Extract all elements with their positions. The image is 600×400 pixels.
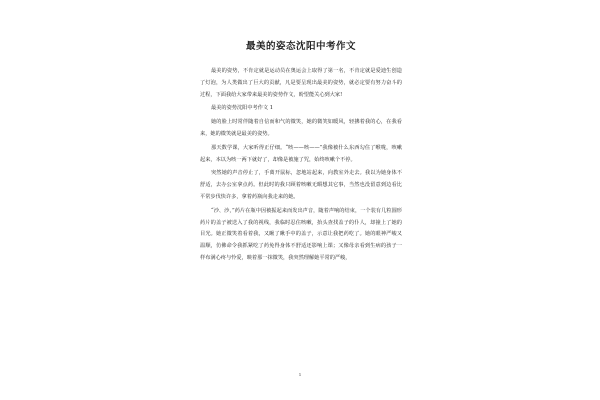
body-paragraph: 她的脸上时常伴随着自信而和气的微笑，她的微笑如暖风，轻拂着我的心，在我看来，她的微笑就是最美的姿势。 [200, 119, 402, 137]
intro-paragraph: 最美的姿势，不肯定就是运动员在奥运会上取得了第一名，不肯定就是爱迪生创造了灯泡，为人类做出了巨大的贡献，凡是要呈现出最美的姿势，就必定要有努力奋斗的过程，下面我给大家带来最美的姿势作文，盼望能关心到大家! [200, 68, 402, 98]
body-paragraph: 那天数学课，大家听得正仔细。“咳——咳——”我像被什么东西勾住了喉咙，咳嗽起来，本以为咳一两下就好了，却像是被施了咒，始终咳嗽个不停。 [200, 144, 402, 163]
section-heading: 最美的姿势沈阳中考作文 1 [211, 105, 274, 112]
body-paragraph: 突然她的声音停止了，手离开鼠标，忽地站起来，向教室外走去。我以为她身体不舒适，去办公室拿点药。但此时的我只顾着咳嗽无暇想其它事，当然也没留意到边看比平常步伐快许多，拿着药瓶向我走来的她。 [200, 170, 402, 200]
body-paragraph: “沙、沙，”药片在瓶中因被振起来而发出声音，随着声响的结束，一个装有几粒圆形药片的盖子被送入了我的视线，我临时忍住咳嗽，抬头查找盖子的仆人，却撞上了她的目光。她正微笑着看着我，又瞅了瞅手中的盖子，示意让我把药吃了。她的眼神严峻又温顺，仿佛命令我抓紧吃了药免得身体不舒适还影响上课；又像母亲看到生病的孩子一样布满心疼与怜爱，映着那一抹微笑，我突然理解她平常的严峻， [200, 207, 402, 261]
document-title: 最美的姿态沈阳中考作文 [245, 41, 356, 52]
page-number: 1 [298, 372, 302, 377]
document-content [200, 38, 402, 267]
